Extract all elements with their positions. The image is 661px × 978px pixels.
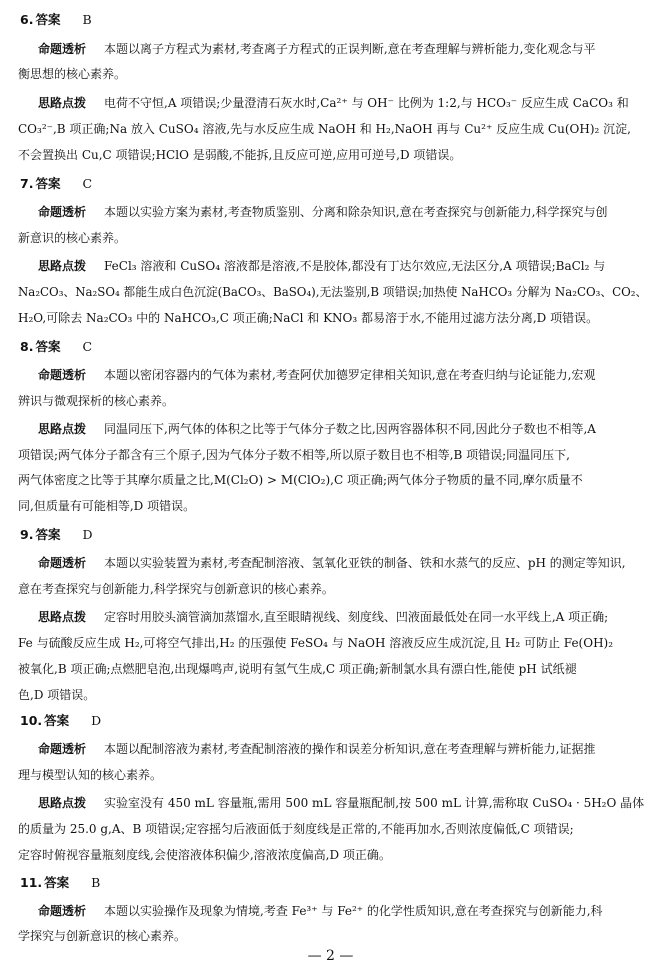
page-number: — 2 — <box>307 948 354 964</box>
q7-approach-cont: H₂O,可除去 Na₂CO₃ 中的 NaHCO₃,C 项正确;NaCl 和 KNO₃ 都易溶于水,不能用过滤方法分离,D 项错误。 <box>18 311 599 325</box>
q7-analysis-cont: 新意识的核心素养。 <box>18 231 127 245</box>
q11-analysis-line <box>38 903 603 919</box>
q6-approach-text: 电荷不守恒,A 项错误;少量澄清石灰水时,Ca²⁺ 与 OH⁻ 比例为 1:2,与 HCO₃⁻ 反应生成 CaCO₃ 和 <box>104 96 629 110</box>
q10-answer: D <box>91 713 102 728</box>
q9-approach-cont: 色,D 项错误。 <box>18 688 96 702</box>
answer-label: 答案 <box>35 12 61 27</box>
q6-number: 6. <box>20 12 34 27</box>
q10-header <box>20 713 661 729</box>
q10-approach-line <box>38 795 644 811</box>
q6-analysis-cont: 衡思想的核心素养。 <box>18 67 127 81</box>
q9-analysis-text: 本题以实验装置为素材,考查配制溶液、氢氧化亚铁的制备、铁和水蒸气的反应、pH 的测定等知识, <box>104 556 626 570</box>
q9-analysis-line <box>38 555 626 571</box>
q9-analysis-cont: 意在考查探究与创新能力,科学探究与创新意识的核心素养。 <box>18 582 334 596</box>
q9-header <box>20 527 661 543</box>
q7-number: 7. <box>20 176 34 191</box>
q8-analysis-line <box>38 367 595 383</box>
answer-label: 答案 <box>44 875 70 890</box>
q8-number: 8. <box>20 339 34 354</box>
q10-analysis-text: 本题以配制溶液为素材,考查配制溶液的操作和误差分析知识,意在考查理解与辨析能力,证据推 <box>104 742 596 756</box>
q6-header <box>20 12 661 28</box>
analysis-label: 命题透析 <box>38 205 87 219</box>
approach-label: 思路点拨 <box>38 96 87 110</box>
q7-analysis-line <box>38 204 607 220</box>
approach-label: 思路点拨 <box>38 796 87 810</box>
q11-analysis-text: 本题以实验操作及现象为情境,考查 Fe³⁺ 与 Fe²⁺ 的化学性质知识,意在考查探究与创新能力,科 <box>104 904 603 918</box>
q7-answer: C <box>82 176 93 191</box>
q8-header <box>20 339 661 355</box>
q7-analysis-text: 本题以实验方案为素材,考查物质鉴别、分离和除杂知识,意在考查探究与创新能力,科学探究与创 <box>104 205 608 219</box>
q10-analysis-line <box>38 741 595 757</box>
q8-approach-cont: 两气体密度之比等于其摩尔质量之比,M(Cl₂O) > M(ClO₂),C 项正确;两气体分子物质的量不同,摩尔质量不 <box>18 473 583 487</box>
q7-approach-cont: Na₂CO₃、Na₂SO₄ 都能生成白色沉淀(BaCO₃、BaSO₄),无法鉴别,B 项错误;加热使 NaHCO₃ 分解为 Na₂CO₃、CO₂、 <box>18 285 648 299</box>
q7-header <box>20 176 661 192</box>
approach-label: 思路点拨 <box>38 610 87 624</box>
q8-answer: C <box>82 339 93 354</box>
q8-analysis-text: 本题以密闭容器内的气体为素材,考查阿伏加德罗定律相关知识,意在考查归纳与论证能力,宏观 <box>104 368 596 382</box>
q6-analysis-line <box>38 41 595 57</box>
approach-label: 思路点拨 <box>38 422 87 436</box>
analysis-label: 命题透析 <box>38 42 87 56</box>
q7-approach-text: FeCl₃ 溶液和 CuSO₄ 溶液都是溶液,不是胶体,都没有丁达尔效应,无法区分,A 项错误;BaCl₂ 与 <box>104 259 606 273</box>
q8-approach-cont: 同,但质量有可能相等,D 项错误。 <box>18 499 196 513</box>
answer-label: 答案 <box>35 339 61 354</box>
q6-approach-line <box>38 95 629 111</box>
q11-answer: B <box>91 875 101 890</box>
q10-analysis-cont: 理与模型认知的核心素养。 <box>18 768 163 782</box>
q10-approach-text: 实验室没有 450 mL 容量瓶,需用 500 mL 容量瓶配制,按 500 mL 计算,需称取 CuSO₄ · 5H₂O 晶体 <box>104 796 645 810</box>
q10-number: 10. <box>20 713 43 728</box>
analysis-label: 命题透析 <box>38 742 87 756</box>
q9-approach-cont: 被氧化,B 项正确;点燃肥皂泡,出现爆鸣声,说明有氢气生成,C 项正确;新制氯水具有漂白性,能使 pH 试纸褪 <box>18 662 577 676</box>
analysis-label: 命题透析 <box>38 368 87 382</box>
analysis-label: 命题透析 <box>38 904 87 918</box>
analysis-label: 命题透析 <box>38 556 87 570</box>
q6-answer: B <box>82 12 92 27</box>
q8-approach-cont: 项错误;两气体分子都含有三个原子,因为气体分子数不相等,所以原子数目也不相等,B 项错误;同温同压下, <box>18 448 570 462</box>
q8-analysis-cont: 辨识与微观探析的核心素养。 <box>18 394 175 408</box>
q9-approach-line <box>38 609 608 625</box>
q6-approach-cont: CO₃²⁻,B 项正确;Na 放入 CuSO₄ 溶液,先与水反应生成 NaOH 和 H₂,NaOH 再与 Cu²⁺ 反应生成 Cu(OH)₂ 沉淀, <box>18 122 631 136</box>
q11-analysis-cont: 学探究与创新意识的核心素养。 <box>18 929 187 943</box>
q8-approach-text: 同温同压下,两气体的体积之比等于气体分子数之比,因两容器体积不同,因此分子数也不相等,A <box>104 422 596 436</box>
q10-approach-cont: 定容时俯视容量瓶刻度线,会使溶液体积偏少,溶液浓度偏高,D 项正确。 <box>18 848 391 862</box>
q6-analysis-text: 本题以离子方程式为素材,考查离子方程式的正误判断,意在考查理解与辨析能力,变化观念与平 <box>104 42 596 56</box>
answer-label: 答案 <box>35 176 61 191</box>
q9-approach-cont: Fe 与硫酸反应生成 H₂,可将空气排出,H₂ 的压强使 FeSO₄ 与 NaOH 溶液反应生成沉淀,且 H₂ 可防止 Fe(OH)₂ <box>18 636 614 650</box>
approach-label: 思路点拨 <box>38 259 87 273</box>
answer-label: 答案 <box>44 713 70 728</box>
q10-approach-cont: 的质量为 25.0 g,A、B 项错误;定容摇匀后液面低于刻度线是正常的,不能再加水,否则浓度偏低,C 项错误; <box>18 822 574 836</box>
q7-approach-line <box>38 258 605 274</box>
answer-label: 答案 <box>35 527 61 542</box>
q9-number: 9. <box>20 527 34 542</box>
q11-number: 11. <box>20 875 43 890</box>
q11-header <box>20 875 661 891</box>
q6-approach-cont: 不会置换出 Cu,C 项错误;HClO 是弱酸,不能拆,且反应可逆,应用可逆号,D 项错误。 <box>18 148 462 162</box>
q9-approach-text: 定容时用胶头滴管滴加蒸馏水,直至眼睛视线、刻度线、凹液面最低处在同一水平线上,A 项正确; <box>104 610 609 624</box>
q9-answer: D <box>82 527 93 542</box>
q8-approach-line <box>38 421 596 437</box>
